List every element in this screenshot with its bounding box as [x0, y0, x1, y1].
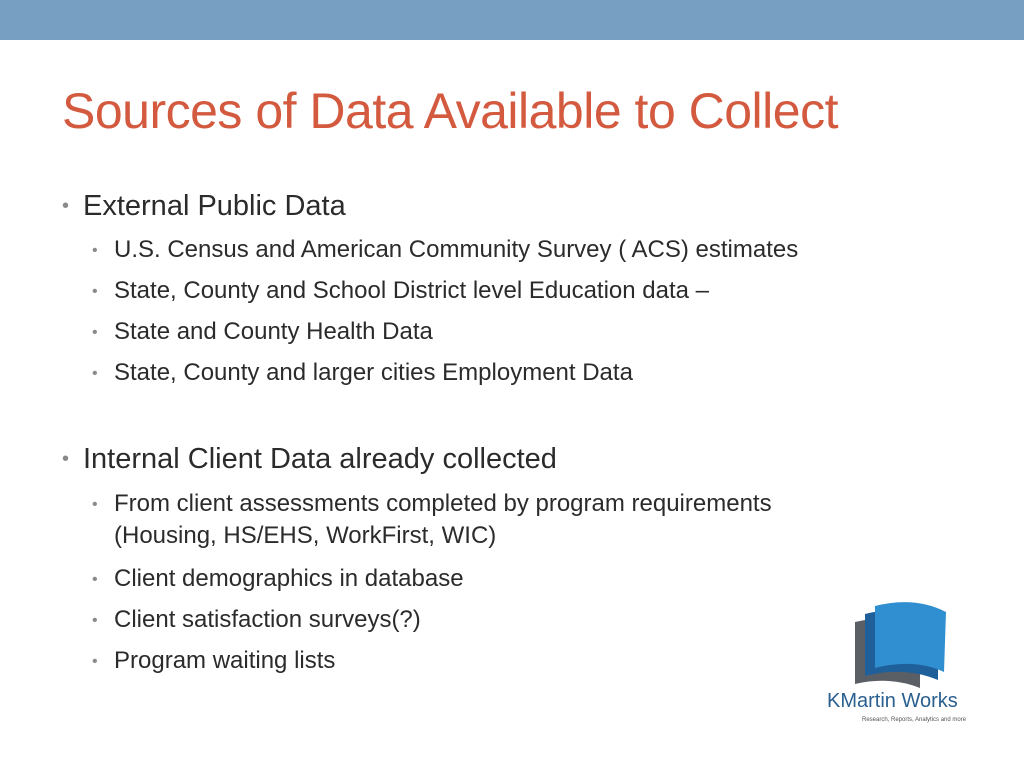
- bullet-text: U.S. Census and American Community Survey ( ACS) estimates: [114, 236, 799, 263]
- sub-bullet-demographics: [92, 563, 464, 596]
- logo-wordmark: KMartin Works: [827, 690, 958, 712]
- logo-tagline: Research, Reports, Analytics and more: [862, 717, 967, 723]
- bullet-text-continued: (Housing, HS/EHS, WorkFirst, WIC): [114, 522, 497, 549]
- bullet-dot-icon: •: [62, 448, 70, 470]
- bullet-internal-client-data: [62, 443, 557, 476]
- bullet-dot-icon: •: [92, 365, 98, 382]
- bullet-text: Internal Client Data already collected: [83, 443, 557, 475]
- bullet-text: Client demographics in database: [114, 565, 464, 592]
- bullet-text: State and County Health Data: [114, 318, 433, 345]
- sub-bullet-health: [92, 316, 433, 349]
- bullet-dot-icon: •: [62, 195, 70, 217]
- bullet-dot-icon: •: [92, 496, 98, 513]
- sub-bullet-census: [92, 234, 798, 267]
- bullet-text: Client satisfaction surveys(?): [114, 606, 421, 633]
- sub-bullet-satisfaction: [92, 604, 421, 637]
- bullet-text: Program waiting lists: [114, 647, 336, 674]
- bullet-text: From client assessments completed by program requirements: [114, 490, 772, 517]
- bullet-text: External Public Data: [83, 190, 346, 222]
- bullet-text: State, County and larger cities Employment Data: [114, 359, 633, 386]
- bullet-dot-icon: •: [92, 324, 98, 341]
- bullet-dot-icon: •: [92, 653, 98, 670]
- sub-bullet-education: [92, 275, 709, 308]
- bullet-dot-icon: •: [92, 283, 98, 300]
- slide-title: Sources of Data Available to Collect: [62, 83, 838, 139]
- sub-bullet-employment: [92, 357, 633, 390]
- bullet-external-public-data: [62, 190, 346, 223]
- logo-blue-panel: [875, 602, 946, 672]
- bullet-dot-icon: •: [92, 612, 98, 629]
- bullet-dot-icon: •: [92, 242, 98, 259]
- bullet-dot-icon: •: [92, 571, 98, 588]
- sub-bullet-waiting-lists: [92, 645, 335, 678]
- sub-bullet-client-assessments: [92, 488, 772, 552]
- bullet-text: State, County and School District level Education data –: [114, 277, 710, 304]
